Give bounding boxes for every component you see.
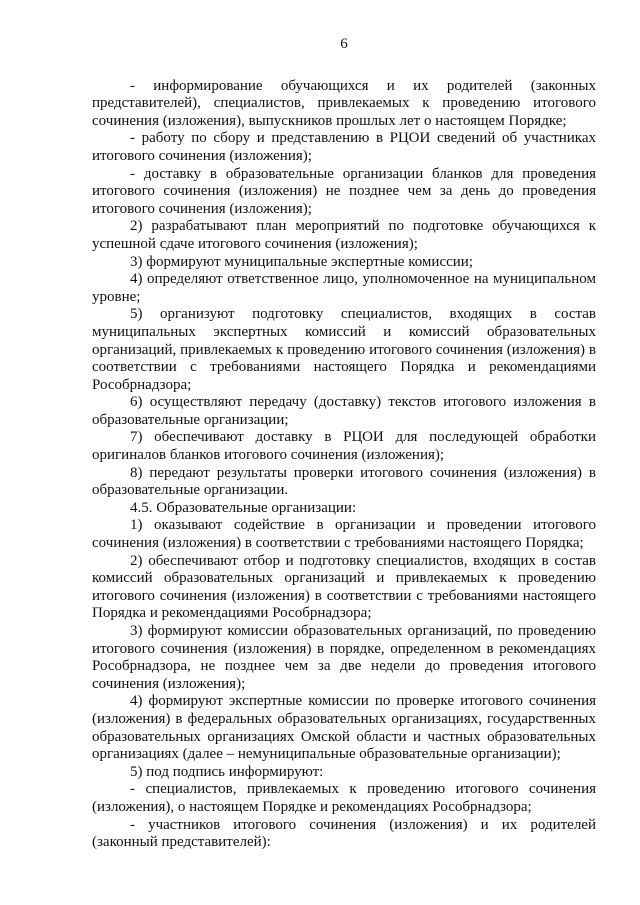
paragraph: 8) передают результаты проверки итогового сочинения (изложения) в образовательные организации.: [92, 464, 596, 499]
paragraph: 4) определяют ответственное лицо, уполномоченное на муниципальном уровне;: [92, 271, 596, 305]
paragraph: 1) оказывают содействие в организации и проведении итогового сочинения (изложения) в соответствии с требованиями настоящего Порядка;: [92, 517, 596, 552]
paragraph: 4) формируют экспертные комиссии по проверке итогового сочинения (изложения) в федеральных образовательных организациях, государственных образовательных организациях Омской области и частных образовательных организациях (далее – немуниципальные образовательные организации);: [92, 693, 596, 763]
paragraph: 3) формируют комиссии образовательных организаций, по проведению итогового сочинения (изложения) в порядке, определенном в рекомендациях Рособрнадзора, не позднее чем за две недели до проведения итогового сочинения (изложения);: [92, 623, 596, 692]
document-body: [92, 78, 596, 852]
paragraph: 2) обеспечивают отбор и подготовку специалистов, входящих в состав комиссий образовательных организаций и привлекаемых к проведению итогового сочинения (изложения) в соответствии с требованиями настоящего Порядка и рекомендациями Рособрнадзора;: [92, 552, 596, 622]
paragraph: 5) под подпись информируют:: [130, 763, 324, 780]
paragraph: 3) формируют муниципальные экспертные комиссии;: [130, 253, 473, 270]
page-number: 6: [340, 36, 348, 52]
paragraph: - участников итогового сочинения (изложения) и их родителей (законный представителей):: [92, 816, 596, 851]
paragraph: 6) осуществляют передачу (доставку) текстов итогового изложения в образовательные организации;: [92, 394, 596, 428]
paragraph: - специалистов, привлекаемых к проведению итогового сочинения (изложения), о настоящем Порядке и рекомендациях Рособрнадзора;: [92, 781, 596, 815]
paragraph: 5) организуют подготовку специалистов, входящих в состав муниципальных экспертных комиссий и комиссий образовательных организаций, привлекаемых к проведению итогового сочинения (изложения) в соответствии с требованиями настоящего Порядка и рекомендациями Рособрнадзора;: [92, 306, 596, 393]
paragraph: - информирование обучающихся и их родителей (законных представителей), специалистов, привлекаемых к проведению итогового сочинения (изложения), выпускников прошлых лет о настоящем Порядке;: [92, 77, 596, 129]
paragraph: - работу по сбору и представлению в РЦОИ сведений об участниках итогового сочинения (изложения);: [92, 130, 596, 164]
paragraph: 2) разрабатывают план мероприятий по подготовке обучающихся к успешной сдаче итогового сочинения (изложения);: [92, 218, 596, 252]
section-heading: 4.5. Образовательные организации:: [130, 499, 357, 516]
paragraph: - доставку в образовательные организации бланков для проведения итогового сочинения (изложения) не позднее чем за день до проведения итогового сочинения (изложения);: [92, 165, 596, 217]
paragraph: 7) обеспечивают доставку в РЦОИ для последующей обработки оригиналов бланков итогового сочинения (изложения);: [92, 429, 596, 464]
